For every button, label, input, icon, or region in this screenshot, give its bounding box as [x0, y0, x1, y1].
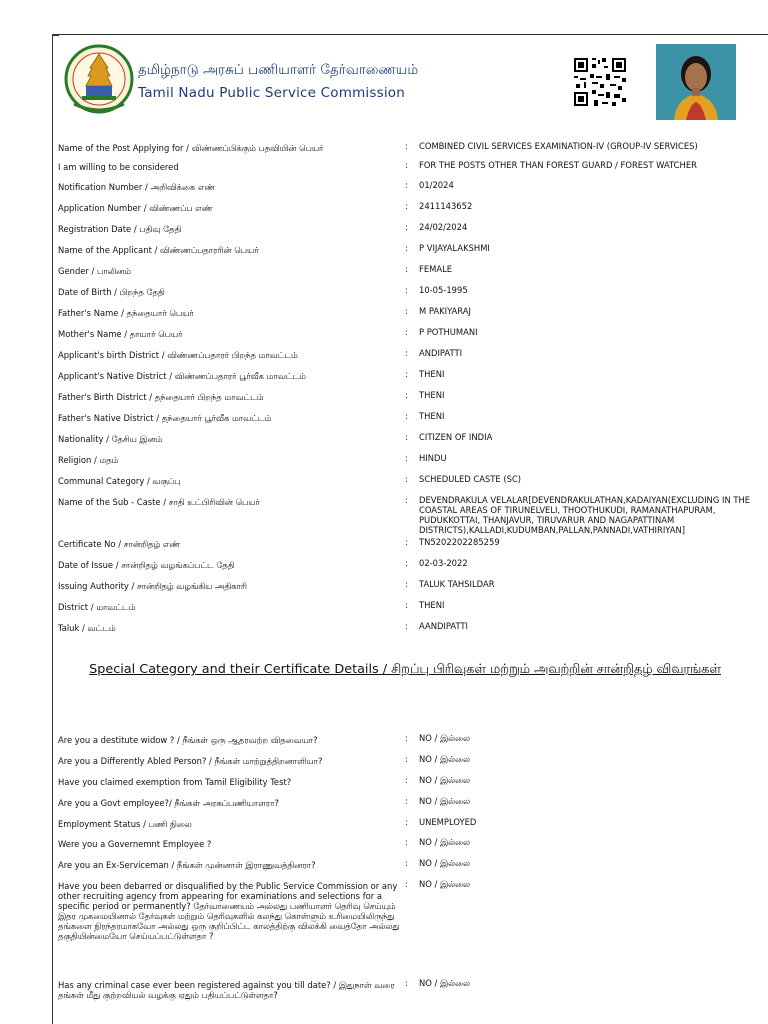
detail-label: Nationality / தேசிய இனம் — [58, 434, 163, 444]
field-separator: : — [405, 160, 408, 170]
special-value: NO / இல்லை — [419, 837, 470, 847]
field-separator: : — [405, 348, 408, 358]
special-value: NO / இல்லை — [419, 858, 470, 868]
detail-value: FEMALE — [419, 264, 453, 274]
org-name-tamil: தமிழ்நாடு அரசுப் பணியாளர் தேர்வாணையம் — [138, 62, 419, 78]
detail-value: DEVENDRAKULA VELALAR[DEVENDRAKULATHAN,KADAIYAN(EXCLUDING IN THE COASTAL AREAS OF TIRUNELVELI, THOOTHUKUDI, RAMANATHAPURAM, PUDUKKOTTAI, THANJAVUR, TIRUVARUR AND NAGAPATTINAM DISTRICTS),KALLADI,KUDUMBAN,PALLAN,PANNADI,VATHIRIYAN] — [419, 495, 751, 535]
detail-label: Communal Category / வகுப்பு — [58, 476, 181, 486]
special-label: Has any criminal case ever been registered against you till date? / இதுநாள் வரை தங்கள் மீது குற்றவியல் வழக்கு ஏதும் பதியப்பட்டுள்ளதா? — [58, 980, 395, 1000]
detail-label: Notification Number / அறிவிக்கை எண் — [58, 182, 216, 192]
field-separator: : — [405, 879, 408, 889]
field-separator: : — [405, 621, 408, 631]
detail-label: Name of the Post Applying for / விண்ணப்பிக்கும் பதவியின் பெயர் — [58, 143, 324, 153]
detail-label: Gender / பாலினம் — [58, 266, 132, 276]
field-separator: : — [405, 243, 408, 253]
special-label: Are you an Ex-Serviceman / நீங்கள் முன்னாள் இராணுவத்தினரா? — [58, 860, 316, 870]
field-separator: : — [405, 537, 408, 547]
detail-value: P POTHUMANI — [419, 327, 478, 337]
detail-label: Registration Date / பதிவு தேதி — [58, 224, 182, 234]
special-label: Have you claimed exemption from Tamil Eligibility Test? — [58, 777, 292, 787]
detail-label: Certificate No / சான்றிதழ் எண் — [58, 539, 181, 549]
special-label: Are you a Differently Abled Person? / நீங்கள் மாற்றுத்திறனாளியா? — [58, 756, 323, 766]
field-separator: : — [405, 285, 408, 295]
detail-label: I am willing to be considered — [58, 162, 179, 172]
special-value: NO / இல்லை — [419, 796, 470, 806]
special-label: Are you a destitute widow ? / நீங்கள் ஒரு ஆதரவற்ற விதவையா? — [58, 735, 318, 745]
special-value: NO / இல்லை — [419, 754, 470, 764]
field-separator: : — [405, 201, 408, 211]
special-value: NO / இல்லை — [419, 879, 470, 889]
field-separator: : — [405, 306, 408, 316]
tamil-nadu-state-emblem-icon — [64, 42, 134, 118]
detail-value: HINDU — [419, 453, 447, 463]
detail-label: Father's Native District / தந்தையார் பூர்வீக மாவட்டம் — [58, 413, 272, 423]
field-separator: : — [405, 495, 408, 505]
detail-value: SCHEDULED CASTE (SC) — [419, 474, 522, 484]
detail-label: Applicant's birth District / விண்ணப்பதாரர் பிறந்த மாவட்டம் — [58, 350, 298, 360]
detail-value: THENI — [419, 600, 445, 610]
detail-value: THENI — [419, 369, 445, 379]
field-separator: : — [405, 141, 408, 151]
field-separator: : — [405, 754, 408, 764]
field-separator: : — [405, 600, 408, 610]
detail-label: Taluk / வட்டம் — [58, 623, 116, 633]
field-separator: : — [405, 411, 408, 421]
detail-label: Date of Issue / சான்றிதழ் வழங்கப்பட்ட தேதி — [58, 560, 235, 570]
qr-code-icon — [572, 56, 628, 108]
field-separator: : — [405, 579, 408, 589]
detail-value: COMBINED CIVIL SERVICES EXAMINATION-IV (GROUP-IV SERVICES) — [419, 141, 698, 151]
detail-value: THENI — [419, 390, 445, 400]
detail-value: 24/02/2024 — [419, 222, 468, 232]
detail-label: Name of the Sub - Caste / சாதி உட்பிரிவின் பெயர் — [58, 497, 260, 507]
field-separator: : — [405, 474, 408, 484]
detail-value: ANDIPATTI — [419, 348, 463, 358]
detail-value: CITIZEN OF INDIA — [419, 432, 493, 442]
special-value: NO / இல்லை — [419, 733, 470, 743]
field-separator: : — [405, 180, 408, 190]
field-separator: : — [405, 390, 408, 400]
detail-label: Father's Birth District / தந்தையார் பிறந்த மாவட்டம் — [58, 392, 264, 402]
detail-label: District / மாவட்டம் — [58, 602, 136, 612]
field-separator: : — [405, 432, 408, 442]
detail-value: P VIJAYALAKSHMI — [419, 243, 490, 253]
detail-value: TN5202202285259 — [419, 537, 500, 547]
applicant-photo-icon — [656, 44, 736, 120]
field-separator: : — [405, 796, 408, 806]
field-separator: : — [405, 327, 408, 337]
detail-label: Issuing Authority / சான்றிதழ் வழங்கிய அதிகாரி — [58, 581, 247, 591]
detail-value: AANDIPATTI — [419, 621, 469, 631]
field-separator: : — [405, 264, 408, 274]
field-separator: : — [405, 858, 408, 868]
detail-label: Date of Birth / பிறந்த தேதி — [58, 287, 165, 297]
detail-label: Father's Name / தந்தையார் பெயர் — [58, 308, 194, 318]
field-separator: : — [405, 558, 408, 568]
detail-value: 01/2024 — [419, 180, 454, 190]
special-value: NO / இல்லை — [419, 775, 470, 785]
detail-value: 10-05-1995 — [419, 285, 468, 295]
special-category-section-title: Special Category and their Certificate Details / சிறப்பு பிரிவுகள் மற்றும் அவற்றின் சான்றிதழ் விவரங்கள் — [89, 662, 721, 677]
special-label: Were you a Governemnt Employee ? — [58, 839, 212, 849]
field-separator: : — [405, 775, 408, 785]
detail-value: 02-03-2022 — [419, 558, 468, 568]
special-label: Employment Status / பணி நிலை — [58, 819, 192, 829]
detail-value: M PAKIYARAJ — [419, 306, 471, 316]
detail-label: Mother's Name / தாயார் பெயர் — [58, 329, 183, 339]
org-name-english: Tamil Nadu Public Service Commission — [138, 85, 406, 101]
detail-value: TALUK TAHSILDAR — [419, 579, 495, 589]
special-value: UNEMPLOYED — [419, 817, 477, 827]
special-label: Are you a Govt employee?/ நீங்கள் அரசுப்பணியாளரா? — [58, 798, 279, 808]
detail-value: FOR THE POSTS OTHER THAN FOREST GUARD / FOREST WATCHER — [419, 160, 697, 170]
field-separator: : — [405, 978, 408, 988]
special-label: Have you been debarred or disqualified by the Public Service Commission or any other recruiting agency from appearing for examinations and selections for a specific period or permanently? தேர்வாணையம் அல்லது பணியாளர் தெரிவு செய்யும் இதர முகமையினால் தேர்வுகள் மற்றும் தெரிவுகளில் கலந்து கொள்ளும் உரிமையிலிருந்து தங்களை நிரந்தரமாகவோ அல்லது ஒரு குறிப்பிட்ட காலத்திற்கு விலக்கி வைத்தோ அல்லது தகுதியின்மையோ செய்யப்பட்டுள்ளதா ? — [58, 881, 400, 941]
field-separator: : — [405, 817, 408, 827]
detail-value: 2411143652 — [419, 201, 473, 211]
sheet-corner-rule — [53, 35, 59, 40]
detail-label: Name of the Applicant / விண்ணப்பதாரரின் பெயர் — [58, 245, 259, 255]
field-separator: : — [405, 222, 408, 232]
field-separator: : — [405, 837, 408, 847]
detail-value: THENI — [419, 411, 445, 421]
field-separator: : — [405, 453, 408, 463]
detail-label: Religion / மதம் — [58, 455, 119, 465]
field-separator: : — [405, 733, 408, 743]
field-separator: : — [405, 369, 408, 379]
detail-label: Application Number / விண்ணப்ப எண் — [58, 203, 213, 213]
detail-label: Applicant's Native District / விண்ணப்பதாரர் பூர்வீக மாவட்டம் — [58, 371, 306, 381]
special-value: NO / இல்லை — [419, 978, 470, 988]
